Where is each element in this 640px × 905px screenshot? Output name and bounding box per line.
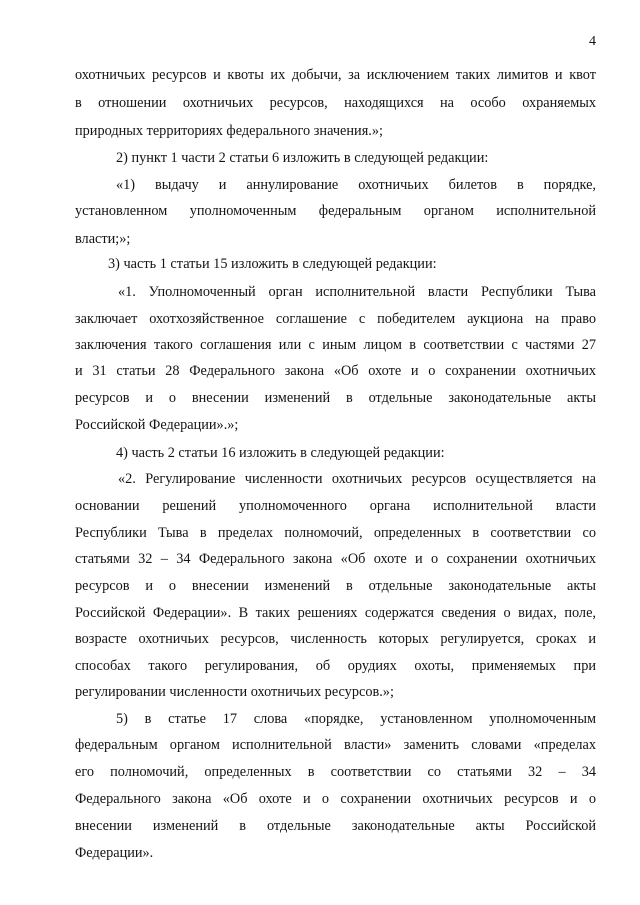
text-line: 3) часть 1 статьи 15 изложить в следующей редакции:	[108, 256, 437, 272]
text-line: «1) выдачу и аннулирование охотничьих билетов в порядке,	[116, 177, 596, 193]
text-line: Российской Федерации». В таких решениях содержатся сведения о видах, поле,	[75, 605, 596, 621]
text-line: охотничьих ресурсов и квоты их добычи, за исключением таких лимитов и квот	[75, 67, 596, 83]
page-number: 4	[589, 34, 596, 49]
text-line: и 31 статьи 28 Федерального закона «Об охоте и о сохранении охотничьих	[75, 363, 596, 379]
text-line: «1. Уполномоченный орган исполнительной власти Республики Тыва	[118, 284, 596, 300]
text-line: ресурсов и о внесении изменений в отдельные законодательные акты	[75, 578, 596, 594]
text-line: его полномочий, определенных в соответствии со статьями 32 – 34	[75, 764, 596, 780]
text-line: возрасте охотничьих ресурсов, численность которых регулируется, сроках и	[75, 631, 596, 647]
text-line: Российской Федерации».»;	[75, 417, 239, 433]
text-line: заключения такого соглашения или с иным лицом в соответствии с частями 27	[75, 337, 596, 353]
text-line: установленном уполномоченным федеральным органом исполнительной	[75, 203, 596, 219]
text-line: природных территориях федерального значения.»;	[75, 123, 383, 139]
text-line: 5) в статье 17 слова «порядке, установленном уполномоченным	[116, 711, 596, 727]
text-line: власти;»;	[75, 231, 131, 247]
text-line: «2. Регулирование численности охотничьих ресурсов осуществляется на	[118, 471, 596, 487]
text-line: статьями 32 – 34 Федерального закона «Об охоте и о сохранении охотничьих	[75, 551, 596, 567]
text-line: 4) часть 2 статьи 16 изложить в следующей редакции:	[116, 445, 445, 461]
text-line: Федерального закона «Об охоте и о сохранении охотничьих ресурсов и о	[75, 791, 596, 807]
text-line: в отношении охотничьих ресурсов, находящихся на особо охраняемых	[75, 95, 596, 111]
text-line: основании решений уполномоченного органа исполнительной власти	[75, 498, 596, 514]
text-line: федеральным органом исполнительной власти» заменить словами «пределах	[75, 737, 596, 753]
text-line: заключает охотхозяйственное соглашение с победителем аукциона на право	[75, 311, 596, 327]
text-line: ресурсов и о внесении изменений в отдельные законодательные акты	[75, 390, 596, 406]
text-line: внесении изменений в отдельные законодательные акты Российской	[75, 818, 596, 834]
text-line: Республики Тыва в пределах полномочий, определенных в соответствии со	[75, 525, 596, 541]
text-line: способах такого регулирования, об орудиях охоты, применяемых при	[75, 658, 596, 674]
text-line: 2) пункт 1 части 2 статьи 6 изложить в следующей редакции:	[116, 150, 489, 166]
text-line: регулировании численности охотничьих ресурсов.»;	[75, 684, 394, 700]
text-line: Федерации».	[75, 845, 154, 861]
